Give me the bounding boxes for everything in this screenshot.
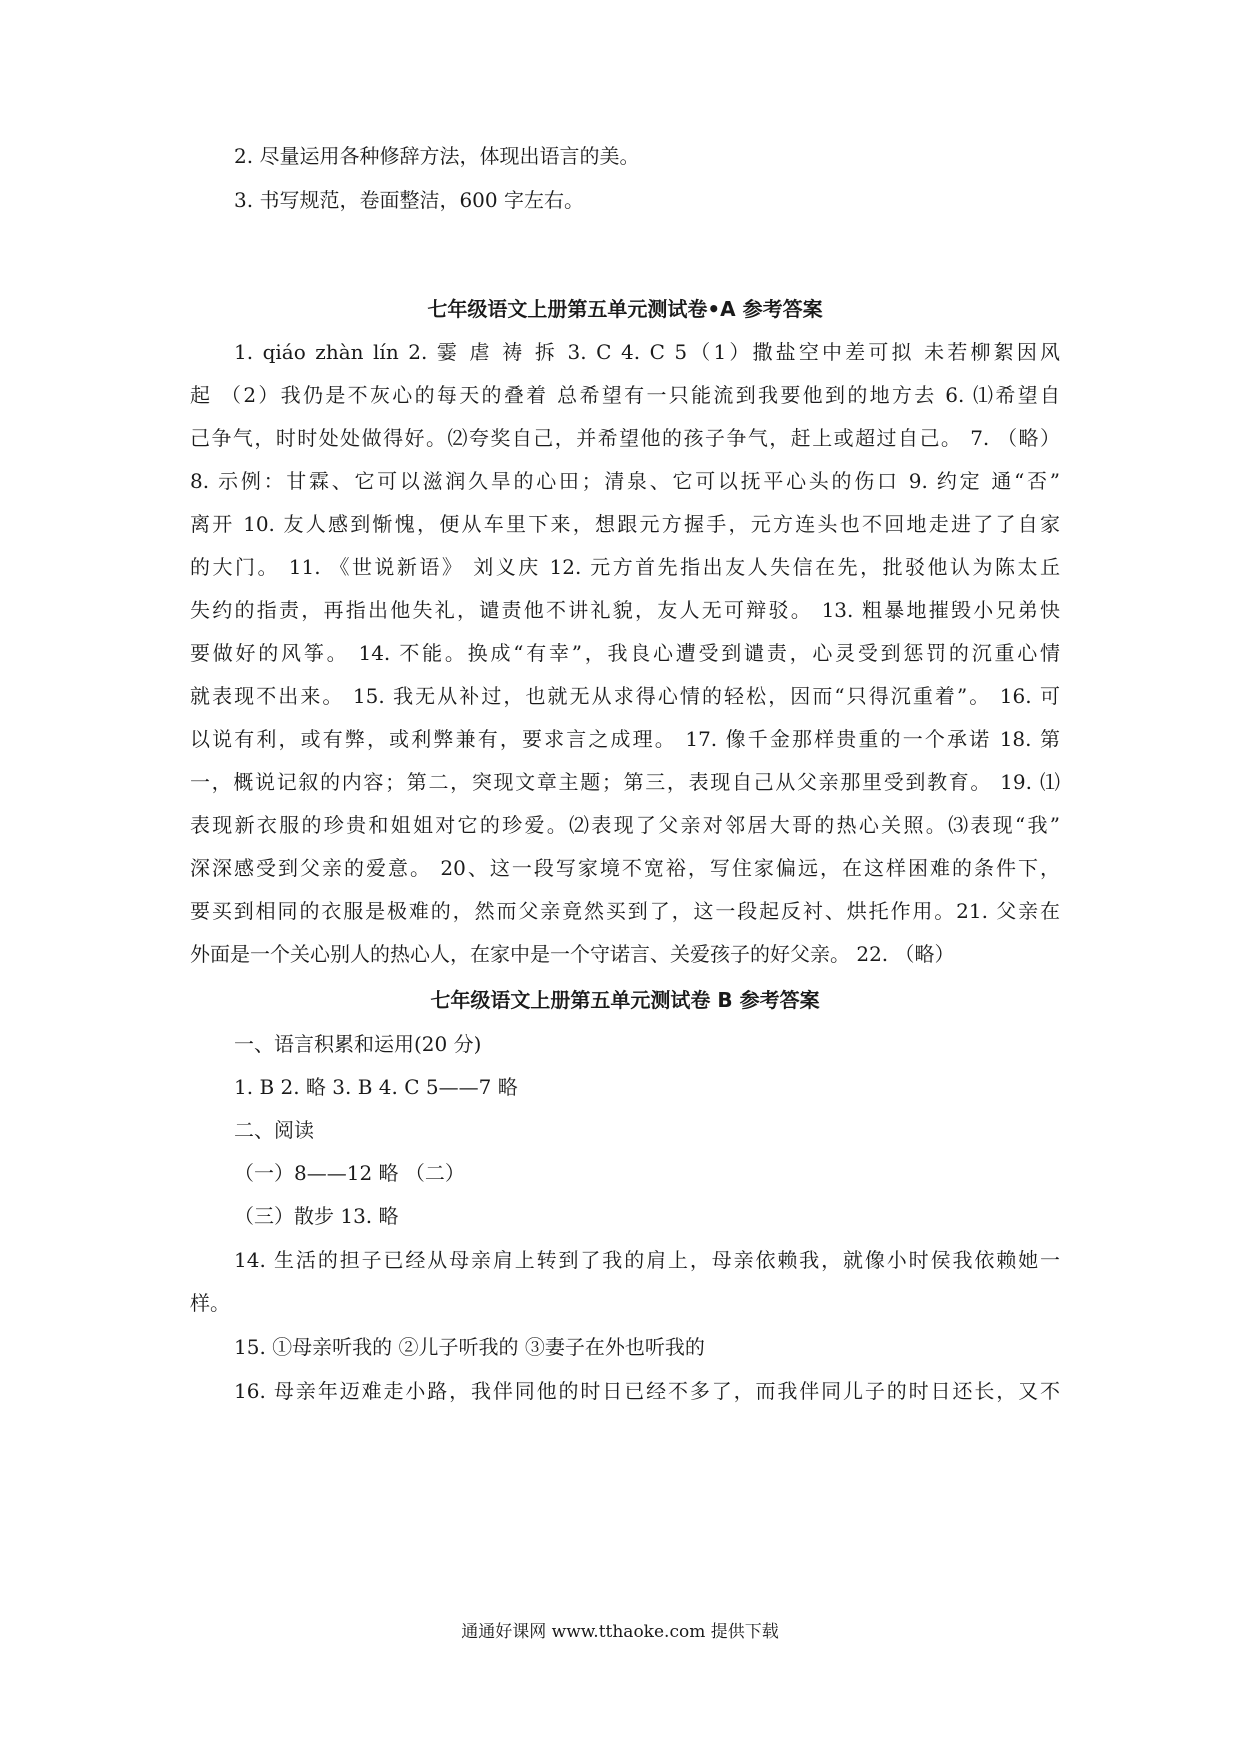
page-footer: 通通好课网 www.tthaoke.com 提供下载 bbox=[461, 1622, 779, 1642]
section-b-line: 1. B 2. 略 3. B 4. C 5——7 略 bbox=[234, 1075, 518, 1099]
section-a-line: 的大门。 11. 《世说新语》 刘义庆 12. 元方首先指出友人失信在先，批驳他认为陈太丘 bbox=[190, 555, 1060, 579]
section-b-title: 七年级语文上册第五单元测试卷 B 参考答案 bbox=[430, 988, 820, 1012]
section-a-line: 失约的指责，再指出他失礼，谴责他不讲礼貌，友人无可辩驳。 13. 粗暴地摧毁小兄弟快 bbox=[190, 598, 1060, 622]
section-b-line: 14. 生活的担子已经从母亲肩上转到了我的肩上，母亲依赖我，就像小时侯我依赖她一 bbox=[234, 1248, 1060, 1272]
section-a-line: 外面是一个关心别人的热心人，在家中是一个守诺言、关爱孩子的好父亲。 22. （略） bbox=[190, 942, 955, 966]
section-a-line: 要买到相同的衣服是极难的，然而父亲竟然买到了，这一段起反衬、烘托作用。21. 父亲在 bbox=[190, 899, 1060, 923]
section-b-line: 15. ①母亲听我的 ②儿子听我的 ③妻子在外也听我的 bbox=[234, 1335, 705, 1359]
section-b-line: （三）散步 13. 略 bbox=[234, 1204, 399, 1228]
section-a-line: 离开 10. 友人感到惭愧，便从车里下来，想跟元方握手，元方连头也不回地走进了了自家 bbox=[190, 512, 1060, 536]
section-b-line: （一）8——12 略 （二） bbox=[234, 1161, 465, 1185]
section-a-line: 8. 示例：甘霖、它可以滋润久旱的心田；清泉、它可以抚平心头的伤口 9. 约定 通“否” bbox=[190, 469, 1060, 493]
section-a-line: 深深感受到父亲的爱意。 20、这一段写家境不宽裕，写住家偏远，在这样困难的条件下， bbox=[190, 856, 1060, 880]
section-a-line: 要做好的风筝。 14. 不能。换成“有幸”，我良心遭受到谴责，心灵受到惩罚的沉重心情 bbox=[190, 641, 1060, 665]
section-b-line: 二、阅读 bbox=[234, 1118, 314, 1142]
section-a-line: 起 （2）我仍是不灰心的每天的叠着 总希望有一只能流到我要他到的地方去 6. ⑴希望自 bbox=[190, 383, 1060, 407]
section-a-title: 七年级语文上册第五单元测试卷•A 参考答案 bbox=[427, 297, 823, 321]
top-item-3: 3. 书写规范，卷面整洁，600 字左右。 bbox=[234, 188, 584, 212]
section-a-line: 1. qiáo zhàn lín 2. 霎 虐 祷 拆 3. C 4. C 5（1）撒盐空中差可拟 未若柳絮因风 bbox=[234, 340, 1060, 364]
section-a-line: 表现新衣服的珍贵和姐姐对它的珍爱。⑵表现了父亲对邻居大哥的热心关照。⑶表现“我” bbox=[190, 813, 1060, 837]
section-a-line: 己争气，时时处处做得好。⑵夸奖自己，并希望他的孩子争气，赶上或超过自己。 7. （略） bbox=[190, 426, 1060, 450]
section-a-line: 一，概说记叙的内容；第二，突现文章主题；第三，表现自己从父亲那里受到教育。 19. ⑴ bbox=[190, 770, 1060, 794]
section-a-line: 以说有利，或有弊，或利弊兼有，要求言之成理。 17. 像千金那样贵重的一个承诺 18. 第 bbox=[190, 727, 1060, 751]
section-b-line: 样。 bbox=[190, 1291, 230, 1315]
top-item-2: 2. 尽量运用各种修辞方法，体现出语言的美。 bbox=[234, 144, 640, 168]
section-b-line: 16. 母亲年迈难走小路，我伴同他的时日已经不多了，而我伴同儿子的时日还长，又不 bbox=[234, 1379, 1060, 1403]
section-b-line: 一、语言积累和运用(20 分) bbox=[234, 1032, 482, 1056]
section-a-line: 就表现不出来。 15. 我无从补过，也就无从求得心情的轻松，因而“只得沉重着”。 16. 可 bbox=[190, 684, 1060, 708]
